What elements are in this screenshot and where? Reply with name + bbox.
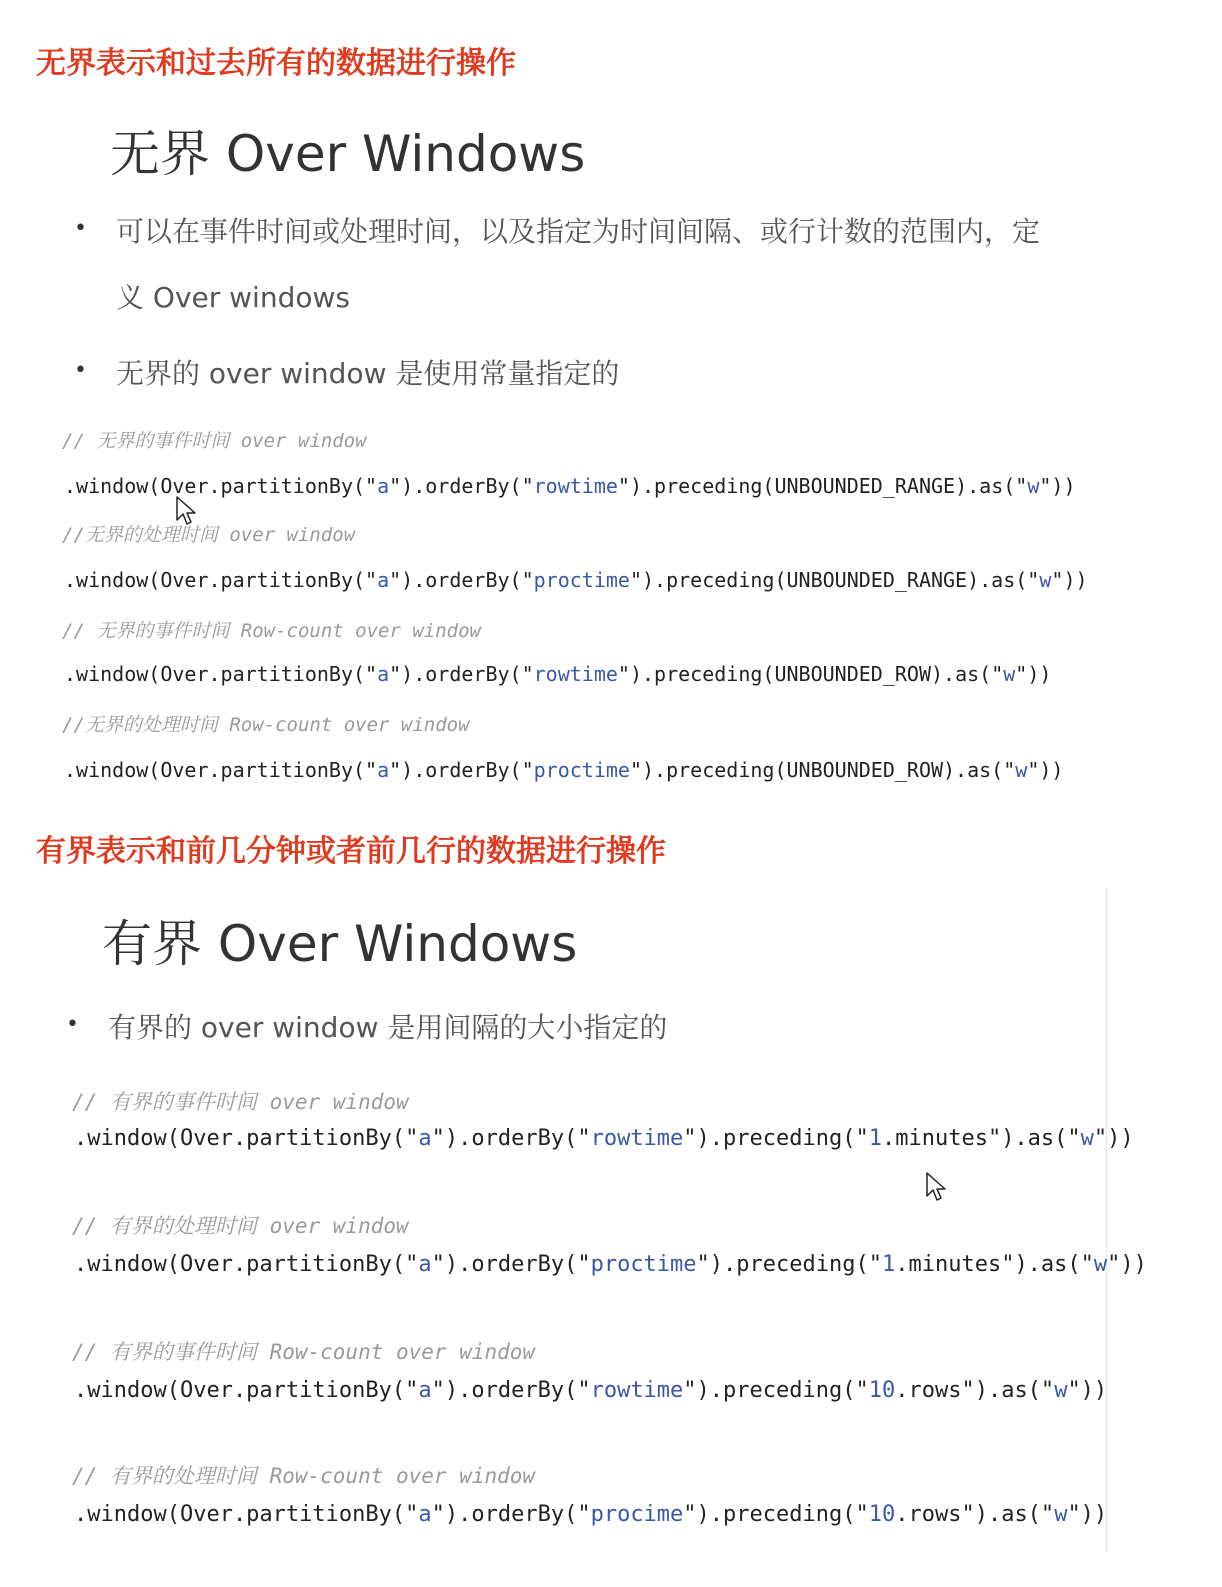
section2-bullet1: 有界的 over window 是用间隔的大小指定的 xyxy=(108,1011,668,1044)
panel-border xyxy=(1106,888,1107,1553)
code-line: .window(Over.partitionBy("a").orderBy("rowtime").preceding("1.minutes").as("w")) xyxy=(74,1126,1134,1151)
code-comment: //无界的处理时间 over window xyxy=(62,524,356,546)
bullet-dot: • xyxy=(74,358,87,383)
code-line: .window(Over.partitionBy("a").orderBy("proctime").preceding("1.minutes").as("w")) xyxy=(74,1252,1147,1277)
section1-bullet1-line1: 可以在事件时间或处理时间，以及指定为时间间隔、或行计数的范围内，定 xyxy=(116,215,1041,248)
section1-bullet1-line2: 义 Over windows xyxy=(116,281,350,314)
code-line: .window(Over.partitionBy("a").orderBy("proctime").preceding(UNBOUNDED_RANGE).as("w")) xyxy=(64,568,1088,592)
code-comment: //无界的处理时间 Row-count over window xyxy=(62,714,470,736)
code-line: .window(Over.partitionBy("a").orderBy("rowtime").preceding("10.rows").as("w")) xyxy=(74,1378,1108,1403)
section1-bullet2: 无界的 over window 是使用常量指定的 xyxy=(116,357,620,390)
code-line: .window(Over.partitionBy("a").orderBy("procime").preceding("10.rows").as("w")) xyxy=(74,1502,1108,1527)
code-line: .window(Over.partitionBy("a").orderBy("rowtime").preceding(UNBOUNDED_RANGE).as("w")) xyxy=(64,474,1076,498)
code-comment: // 有界的处理时间 Row-count over window xyxy=(72,1464,536,1488)
mouse-cursor-icon xyxy=(926,1172,948,1202)
section1-heading: 无界表示和过去所有的数据进行操作 xyxy=(36,46,516,81)
section2-heading: 有界表示和前几分钟或者前几行的数据进行操作 xyxy=(36,834,666,869)
bullet-dot: • xyxy=(74,216,87,241)
code-line: .window(Over.partitionBy("a").orderBy("rowtime").preceding(UNBOUNDED_ROW).as("w")) xyxy=(64,662,1052,686)
code-comment: // 有界的处理时间 over window xyxy=(72,1214,409,1238)
code-comment: // 无界的事件时间 Row-count over window xyxy=(62,620,481,642)
mouse-cursor-icon xyxy=(176,496,198,526)
code-comment: // 无界的事件时间 over window xyxy=(62,430,367,452)
code-comment: // 有界的事件时间 Row-count over window xyxy=(72,1340,536,1364)
section1-title: 无界 Over Windows xyxy=(110,125,586,183)
code-comment: // 有界的事件时间 over window xyxy=(72,1090,409,1114)
code-line: .window(Over.partitionBy("a").orderBy("proctime").preceding(UNBOUNDED_ROW).as("w")) xyxy=(64,758,1064,782)
bullet-dot: • xyxy=(66,1012,79,1037)
section2-title: 有界 Over Windows xyxy=(102,915,578,973)
